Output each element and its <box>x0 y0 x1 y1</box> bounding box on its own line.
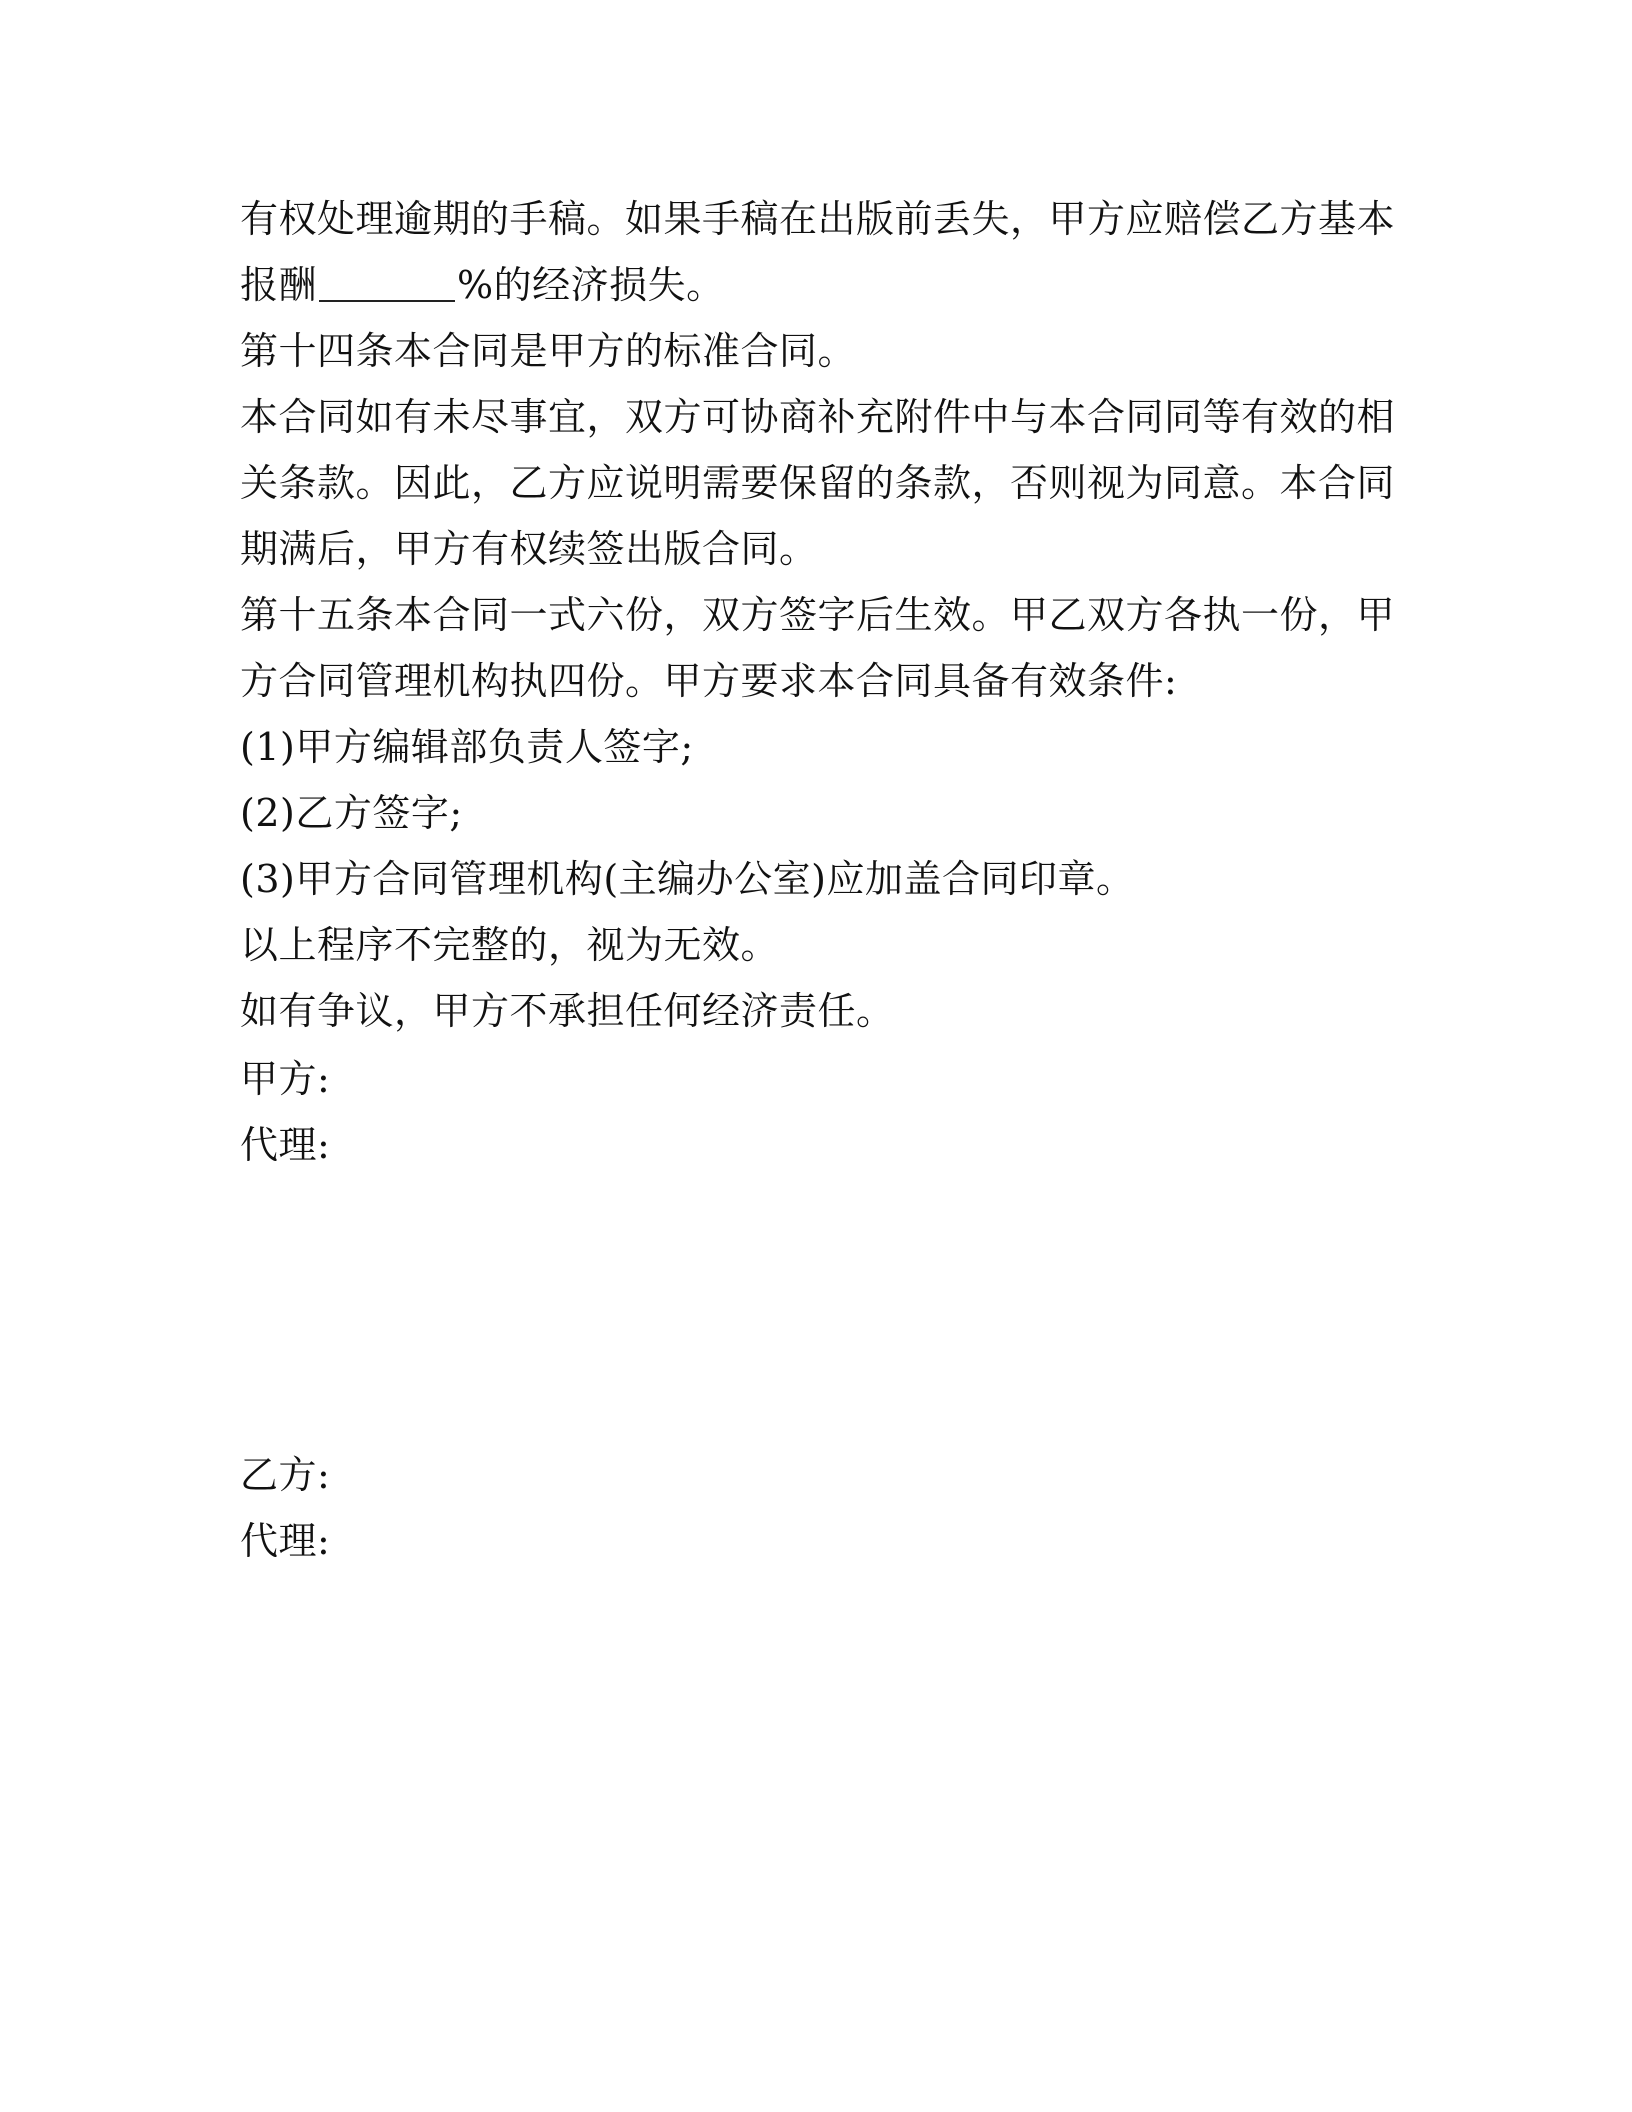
party-a-signature-block <box>240 1046 330 1178</box>
party-b-agent-label: 代理: <box>240 1519 331 1563</box>
paragraph-line: 期满后，甲方有权续签出版合同。 <box>240 527 818 571</box>
contract-body <box>240 186 1396 1044</box>
paragraph-line: 本合同如有未尽事宜，双方可协商补充附件中与本合同同等有效的相 <box>240 395 1396 439</box>
text-after-blank: %的经济损失。 <box>457 263 725 307</box>
party-a-agent-label: 代理: <box>240 1123 331 1167</box>
paragraph-line: 关条款。因此，乙方应说明需要保留的条款，否则视为同意。本合同 <box>240 461 1396 505</box>
article-15: 第十五条本合同一式六份，双方签字后生效。甲乙双方各执一份，甲 <box>240 593 1396 637</box>
paragraph-line: 如有争议，甲方不承担任何经济责任。 <box>240 989 895 1033</box>
condition-item-2: (2)乙方签字; <box>240 791 463 835</box>
fill-in-blank <box>319 299 455 302</box>
party-b-signature-block <box>240 1442 330 1574</box>
condition-item-1: (1)甲方编辑部负责人签字; <box>240 725 694 769</box>
condition-item-3: (3)甲方合同管理机构(主编办公室)应加盖合同印章。 <box>240 857 1135 901</box>
paragraph-line: 方合同管理机构执四份。甲方要求本合同具备有效条件: <box>240 659 1178 703</box>
party-a-label: 甲方: <box>240 1057 331 1101</box>
paragraph-line: 有权处理逾期的手稿。如果手稿在出版前丢失，甲方应赔偿乙方基本 <box>240 197 1396 241</box>
paragraph-line-with-blank <box>240 252 1370 318</box>
paragraph-line: 以上程序不完整的，视为无效。 <box>240 923 780 967</box>
article-14: 第十四条本合同是甲方的标准合同。 <box>240 329 857 373</box>
party-b-label: 乙方: <box>240 1453 331 1497</box>
text-before-blank: 报酬 <box>240 263 318 307</box>
